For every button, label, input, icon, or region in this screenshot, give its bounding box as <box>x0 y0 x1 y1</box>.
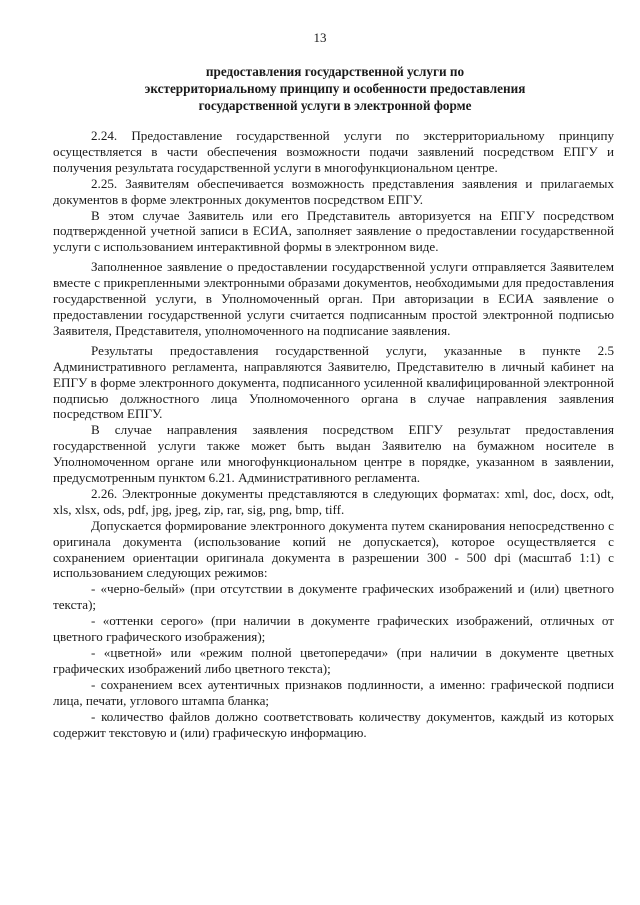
heading-line: экстерриториальному принципу и особенности предоставления <box>144 81 526 96</box>
paragraph-2-25: 2.25. Заявителям обеспечивается возможность представления заявления и прилагаемых документов в форме электронных документов посредством ЕПГУ. <box>53 175 614 207</box>
list-item: - «черно-белый» (при отсутствии в документе графических изображений и (или) цветного текста); <box>53 581 614 613</box>
page-number: 13 <box>313 30 327 45</box>
paragraph: Результаты предоставления государственной услуги, указанные в пункте 2.5 Административного регламента, направляются Заявителю, Представителю в личный кабинет на ЕПГУ в форме электронного документа, подписанного усиленной квалифицированной электронной подписью должностного лица Уполномоченного органа в случае направления заявления посредством ЕПГУ. <box>53 342 614 422</box>
paragraph: В этом случае Заявитель или его Представитель авторизуется на ЕПГУ посредством подтвержденной учетной записи в ЕСИА, заполняет заявление о предоставлении государственной услуги с использованием интерактивной формы в электронном виде. <box>53 207 614 255</box>
paragraph: Допускается формирование электронного документа путем сканирования непосредственно с оригинала документа (использование копий не допускается), которое осуществляется с сохранением ориентации оригинала документа в разрешении 300 - 500 dpi (масштаб 1:1) с использованием следующих режимов: <box>53 517 614 581</box>
heading-line: предоставления государственной услуги по <box>205 64 465 79</box>
heading-line: государственной услуги в электронной форме <box>198 98 472 113</box>
list-item: - «оттенки серого» (при наличии в документе графических изображений, отличных от цветного графического изображения); <box>53 613 614 645</box>
list-item: - количество файлов должно соответствовать количеству документов, каждый из которых содержит текстовую и (или) графическую информацию. <box>53 708 614 740</box>
list-item: - «цветной» или «режим полной цветопередачи» (при наличии в документе цветных графических изображений либо цветного текста); <box>53 645 614 676</box>
list-item: - сохранением всех аутентичных признаков подлинности, а именно: графической подписи лица, печати, углового штампа бланка; <box>53 676 614 708</box>
document-body <box>53 128 614 740</box>
paragraph: Заполненное заявление о предоставлении государственной услуги отправляется Заявителем вместе с прикрепленными электронными образами документов, необходимыми для предоставления государственной услуги, в Уполномоченный орган. При авторизации в ЕСИА заявление о предоставлении государственной услуги считается подписанным простой электронной подписью Заявителя, Представителя, уполномоченного на подписание заявления. <box>53 259 614 338</box>
paragraph-2-26: 2.26. Электронные документы представляются в следующих форматах: xml, doc, docx, odt, xls, xlsx, ods, pdf, jpg, jpeg, zip, rar, sig, png, bmp, tiff. <box>53 485 614 517</box>
paragraph-2-24: 2.24. Предоставление государственной услуги по экстерриториальному принципу осуществляется в части обеспечения возможности подачи заявлений посредством ЕПГУ и получения результата государственной услуги в многофункциональном центре. <box>53 128 614 175</box>
paragraph: В случае направления заявления посредством ЕПГУ результат предоставления государственной услуги также может быть выдан Заявителю на бумажном носителе в Уполномоченном органе или многофункциональном центре в порядке, указанном в заявлении, предусмотренным пунктом 6.21. Административного регламента. <box>53 422 614 486</box>
section-heading <box>60 63 610 114</box>
